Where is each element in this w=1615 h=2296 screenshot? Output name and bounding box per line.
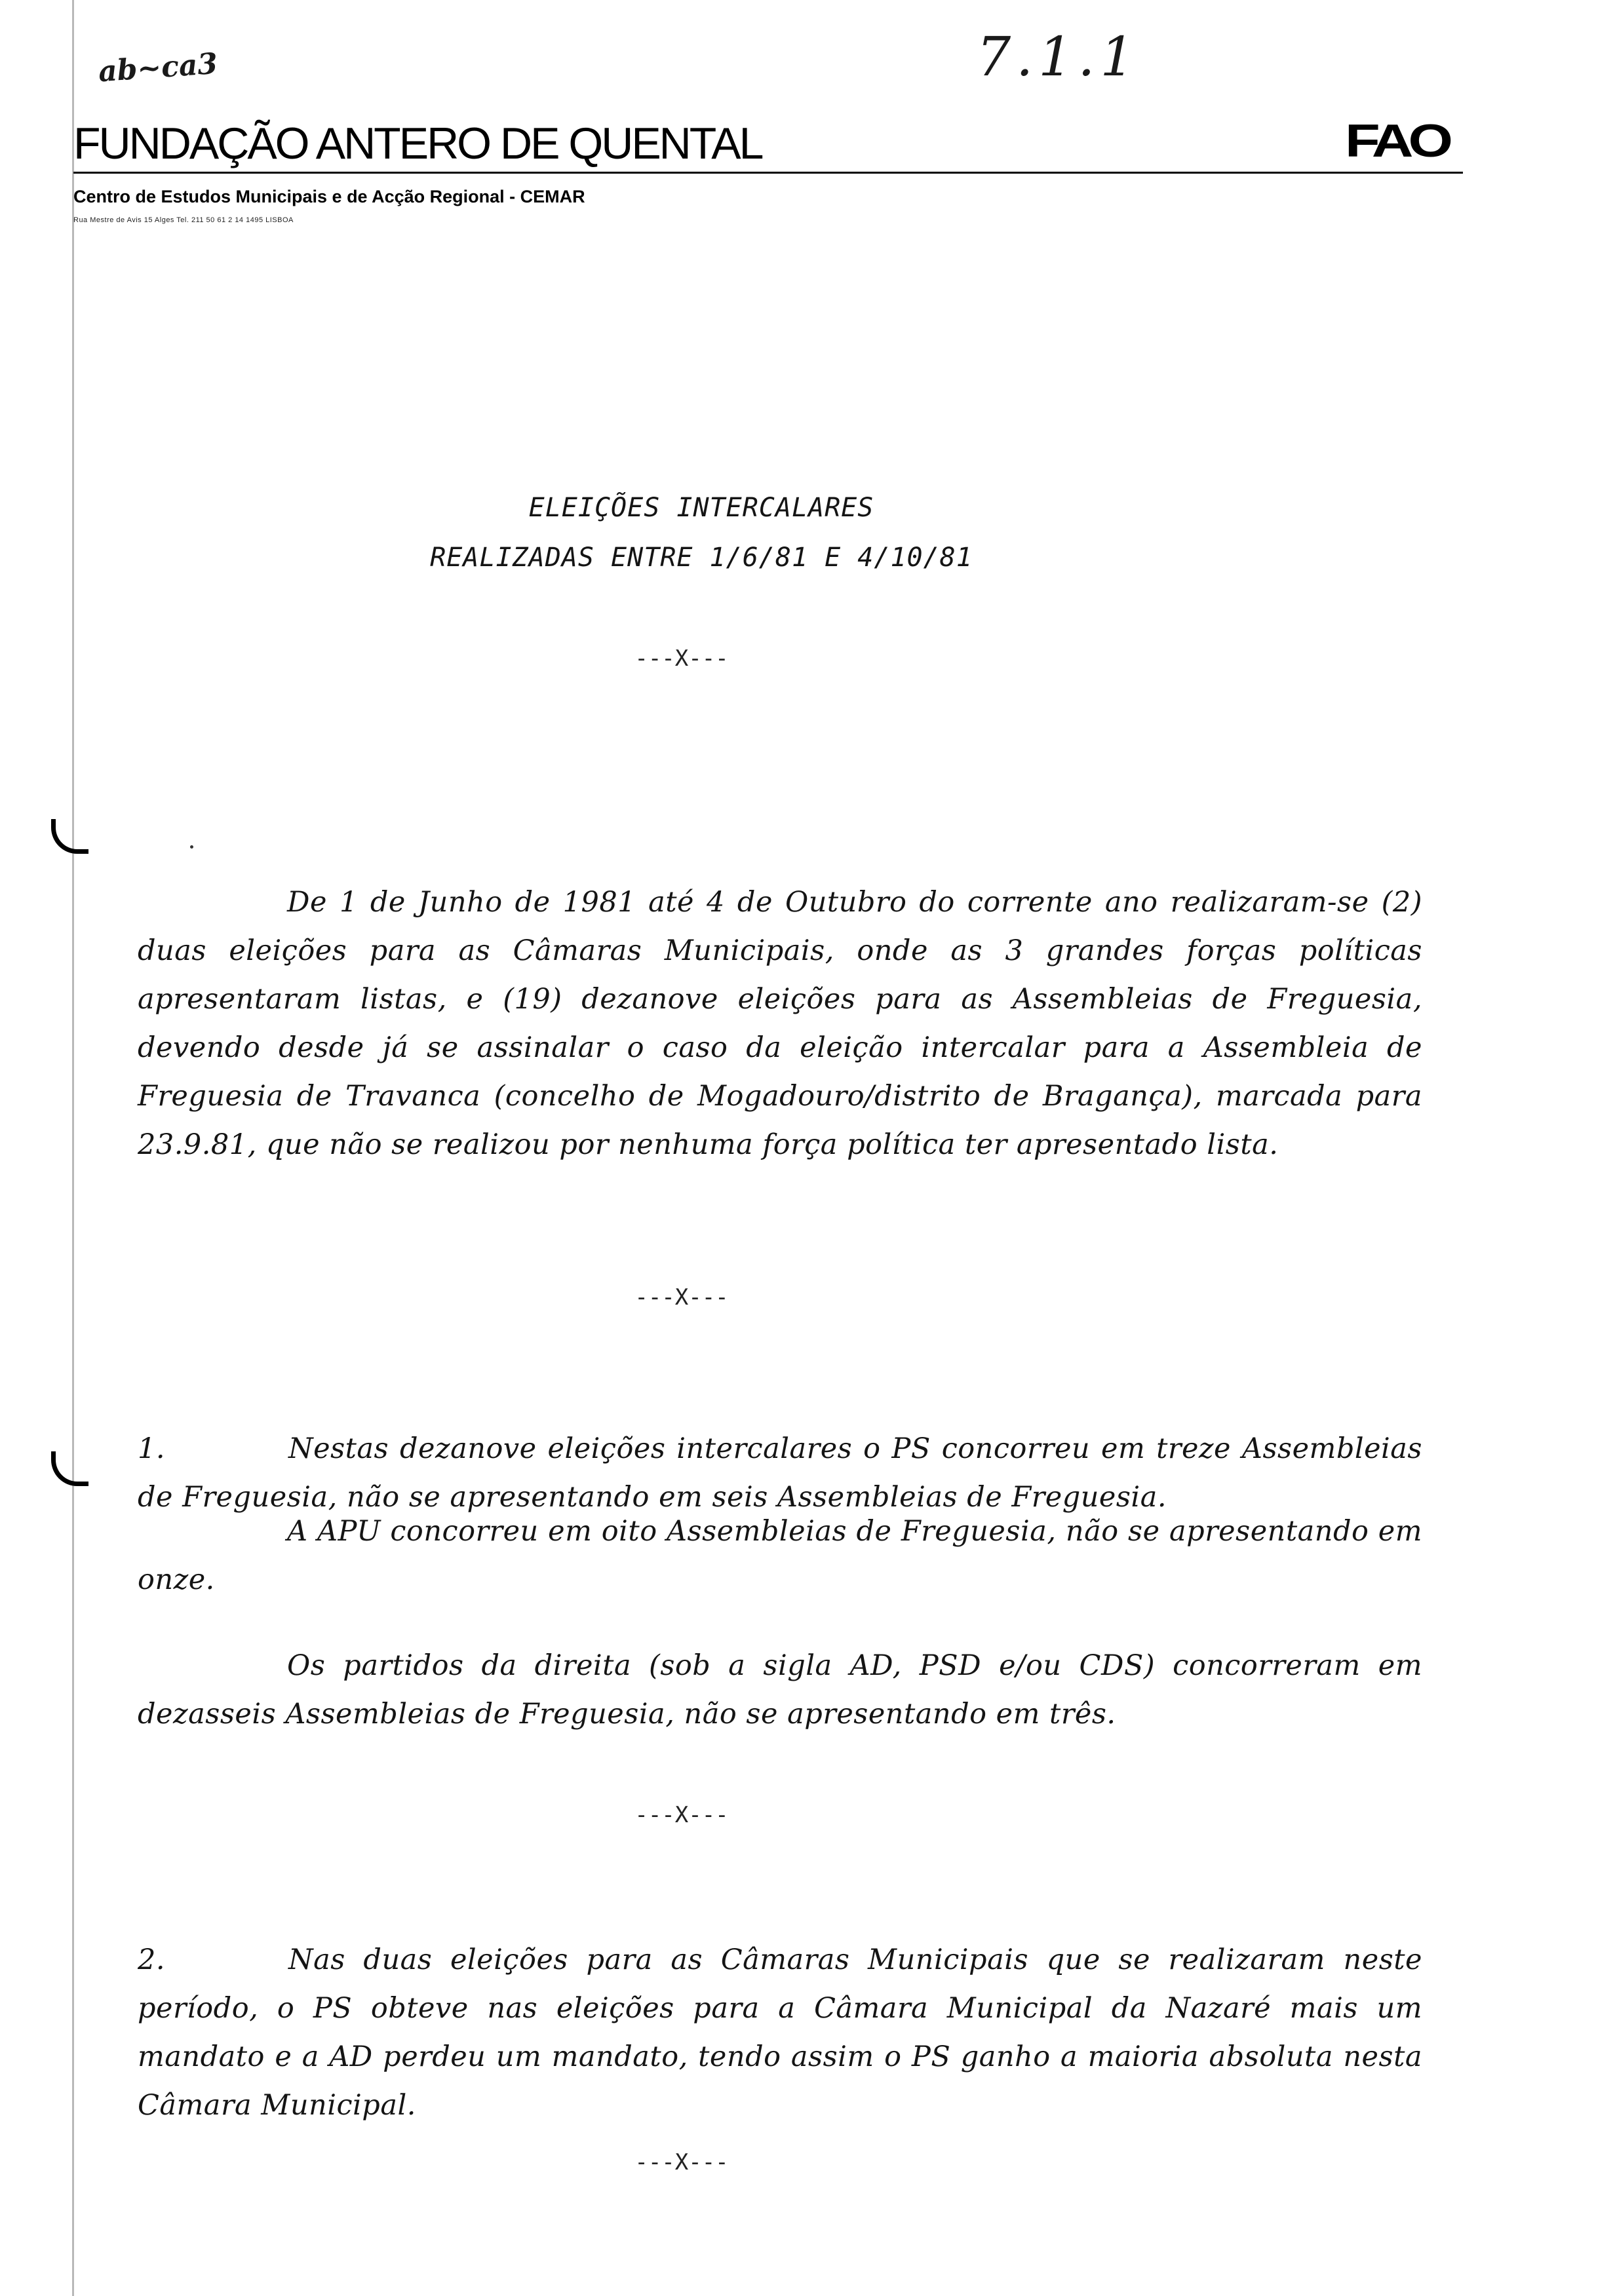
item-1-text: Nestas dezanove eleições intercalares o PS concorreu em treze Assembleias de Freguesia, não se apresentando em seis Assembleias de Freguesia. [138,1432,1422,1514]
apu-paragraph: A APU concorreu em oito Assembleias de Freguesia, não se apresentando em onze. [138,1515,1422,1596]
address-line: Rua Mestre de Avis 15 Alges Tel. 211 50 61 2 14 1495 LISBOA [73,216,294,224]
item-1-number: 1. [138,1432,166,1465]
organization-name: FUNDAÇÃO ANTERO DE QUENTAL [73,119,762,168]
margin-bracket-mark [51,1451,88,1486]
handwritten-mark: ab~ca3 [97,47,219,89]
section-separator: ---X--- [634,1284,729,1311]
section-separator: ---X--- [634,1802,729,1828]
right-parties-paragraph: Os partidos da direita (sob a sigla AD, PSD e/ou CDS) concorreram em dezasseis Assembleias de Freguesia, não se apresentando em três. [138,1649,1422,1731]
intro-paragraph: De 1 de Junho de 1981 até 4 de Outubro do corrente ano realizaram-se (2) duas eleições para as Câmaras Municipais, onde as 3 grandes forças políticas apresentaram listas, e (19) dezanove eleições para as Assembleias de Freguesia, devendo desde já se assinalar o caso da eleição intercalar para a Assembleia de Freguesia de Travanca (concelho de Mogadouro/distrito de Bragança), marcada para 23.9.81, que não se realizou por nenhuma força política ter apresentado lista. [138,886,1422,1161]
section-separator: ---X--- [634,2149,729,2175]
ink-dot [190,845,193,849]
document-title-line1: ELEIÇÕES INTERCALARES [528,493,874,523]
header-divider [73,172,1463,174]
fao-logo: FAO [1345,115,1448,167]
item-2-text: Nas duas eleições para as Câmaras Municipais que se realizaram neste período, o PS obteve nas eleições para a Câmara Municipal da Nazaré mais um mandato e a AD perdeu um mandato, tendo assim o PS ganho a maioria absoluta nesta Câmara Municipal. [138,1943,1422,2122]
handwritten-folio-number: 7.1.1 [977,26,1140,88]
centre-name: Centro de Estudos Municipais e de Acção Regional - CEMAR [73,187,585,206]
item-2-paragraph [138,1887,1422,2130]
margin-bracket-mark [51,819,88,854]
document-title-line2: REALIZADAS ENTRE 1/6/81 E 4/10/81 [430,543,973,573]
item-2-number: 2. [138,1943,166,1976]
item-1-paragraph [138,1376,1422,1521]
section-separator: ---X--- [634,645,729,672]
page-edge-line [72,0,74,2296]
